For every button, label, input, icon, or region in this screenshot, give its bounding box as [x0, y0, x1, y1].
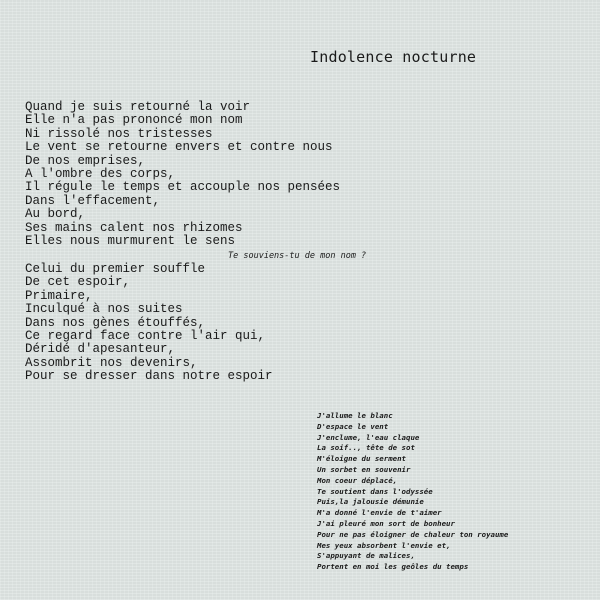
side-poem-line: J'enclume, l'eau claque: [317, 432, 420, 442]
side-poem-line: Mon coeur déplacé,: [317, 475, 398, 485]
poem-line: Quand je suis retourné la voir: [25, 100, 251, 114]
poem-line: De cet espoir,: [25, 275, 131, 290]
poem-line: De nos emprises,: [25, 153, 146, 168]
poem-line: Le vent se retourne envers et contre nous: [25, 140, 333, 155]
side-poem-line: J'allume le blanc: [317, 411, 393, 420]
poem-line: Ni rissolé nos tristesses: [25, 126, 213, 141]
poem-part-1: [25, 101, 340, 248]
side-poem-line: Mes yeux absorbent l'envie et,: [317, 540, 451, 550]
poem-line: Elles nous murmurent le sens: [25, 234, 236, 249]
side-poem-line: M'a donné l'envie de t'aimer: [317, 508, 442, 518]
side-poem-line: Puis,la jalousie démunie: [317, 497, 424, 507]
poem-line: Dans l'effacement,: [25, 193, 161, 208]
poem-line: Elle n'a pas prononcé mon nom: [25, 113, 243, 128]
poem-line: Dans nos gènes étouffés,: [25, 315, 206, 330]
poem-line: Déridé d'apesanteur,: [25, 342, 176, 357]
poem-line: Pour se dresser dans notre espoir: [25, 369, 273, 384]
poem-part-2: [25, 263, 273, 384]
side-poem: [317, 411, 508, 573]
poem-line: Il régule le temps et accouple nos pensées: [25, 180, 341, 195]
side-poem-line: Pour ne pas éloigner de chaleur ton royaume: [317, 529, 509, 539]
side-poem-line: J'ai pleuré mon sort de bonheur: [317, 518, 455, 528]
poem-line: A l'ombre des corps,: [25, 167, 176, 182]
side-poem-line: Un sorbet en souvenir: [317, 464, 411, 474]
poem-line: Primaire,: [25, 288, 93, 303]
poem-title: Indolence nocturne: [310, 48, 477, 66]
poem-line: Ses mains calent nos rhizomes: [25, 220, 243, 235]
poem-line: Celui du premier souffle: [25, 262, 206, 276]
side-poem-line: S'appuyant de malices,: [317, 551, 415, 561]
poem-line: Ce regard face contre l'air qui,: [25, 329, 266, 344]
side-poem-line: Te soutient dans l'odyssée: [317, 486, 433, 496]
poem-line: Au bord,: [25, 207, 86, 222]
poem-line: Inculqué à nos suites: [25, 302, 183, 317]
side-poem-line: La soif.., tête de sot: [317, 443, 415, 453]
side-poem-line: Portent en moi les geôles du temps: [317, 562, 469, 572]
poem-line: Assombrit nos devenirs,: [25, 355, 198, 370]
interjection-line: Te souviens-tu de mon nom ?: [228, 251, 367, 261]
side-poem-line: M'éloigne du serment: [317, 454, 406, 464]
side-poem-line: D'espace le vent: [317, 421, 389, 431]
